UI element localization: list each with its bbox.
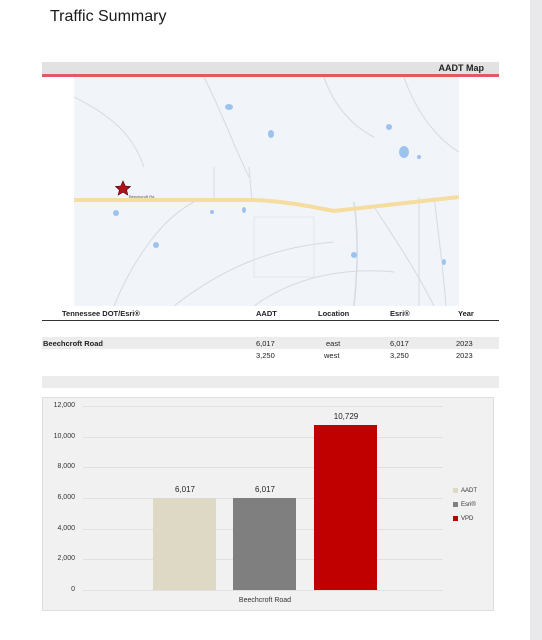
y-tick-label: 6,000 bbox=[57, 494, 75, 501]
bar-esri bbox=[233, 498, 296, 590]
data-label: 10,729 bbox=[333, 412, 359, 422]
data-label: 6,017 bbox=[174, 484, 196, 494]
table-header-location: Location bbox=[318, 309, 350, 318]
row-esri: 3,250 bbox=[390, 351, 409, 360]
table-header-aadt: AADT bbox=[256, 309, 277, 318]
map-graphic bbox=[74, 77, 459, 306]
data-label: 6,017 bbox=[254, 484, 276, 494]
legend-label: Esri® bbox=[461, 502, 476, 509]
y-tick-label: 8,000 bbox=[57, 463, 75, 471]
gridline bbox=[83, 406, 443, 407]
page-title: Traffic Summary bbox=[50, 8, 167, 25]
road-label: Beechcroft Rd bbox=[129, 194, 155, 199]
y-tick-label: 2,000 bbox=[57, 555, 75, 563]
legend-swatch bbox=[453, 488, 458, 493]
x-category-label: Beechcroft Road bbox=[238, 597, 292, 604]
traffic-bar-chart bbox=[42, 397, 494, 611]
aadt-map[interactable] bbox=[74, 77, 459, 306]
y-tick-label: 0 bbox=[71, 586, 75, 593]
y-tick-label: 12,000 bbox=[53, 402, 75, 409]
table-header-esri: Esri® bbox=[390, 309, 410, 318]
row-year: 2023 bbox=[456, 351, 473, 360]
map-label: AADT Map bbox=[438, 63, 484, 73]
table-road-name: Beechcroft Road bbox=[43, 339, 104, 348]
bar-aadt bbox=[153, 498, 216, 590]
table-divider bbox=[42, 320, 499, 321]
row-year: 2023 bbox=[456, 339, 473, 348]
legend-swatch bbox=[453, 502, 458, 507]
row-esri: 6,017 bbox=[390, 339, 409, 348]
row-aadt: 3,250 bbox=[256, 351, 275, 360]
legend-swatch bbox=[453, 516, 458, 521]
y-tick-label: 4,000 bbox=[57, 524, 75, 532]
gridline bbox=[83, 590, 443, 591]
table-header-year: Year bbox=[458, 309, 474, 318]
legend-label: AADT bbox=[461, 488, 478, 495]
row-location: west bbox=[324, 351, 340, 360]
legend-label: VPD bbox=[461, 516, 474, 523]
legend-item bbox=[453, 502, 476, 508]
row-location: east bbox=[326, 339, 341, 348]
gridline bbox=[83, 467, 443, 468]
section-band bbox=[42, 376, 499, 388]
legend-item bbox=[453, 516, 473, 522]
legend-item bbox=[453, 488, 477, 494]
table-header-source: Tennessee DOT/Esri® bbox=[62, 309, 140, 318]
row-aadt: 6,017 bbox=[256, 339, 275, 348]
bar-vpd bbox=[314, 425, 377, 590]
gridline bbox=[83, 437, 443, 438]
y-tick-label: 10,000 bbox=[53, 432, 75, 440]
